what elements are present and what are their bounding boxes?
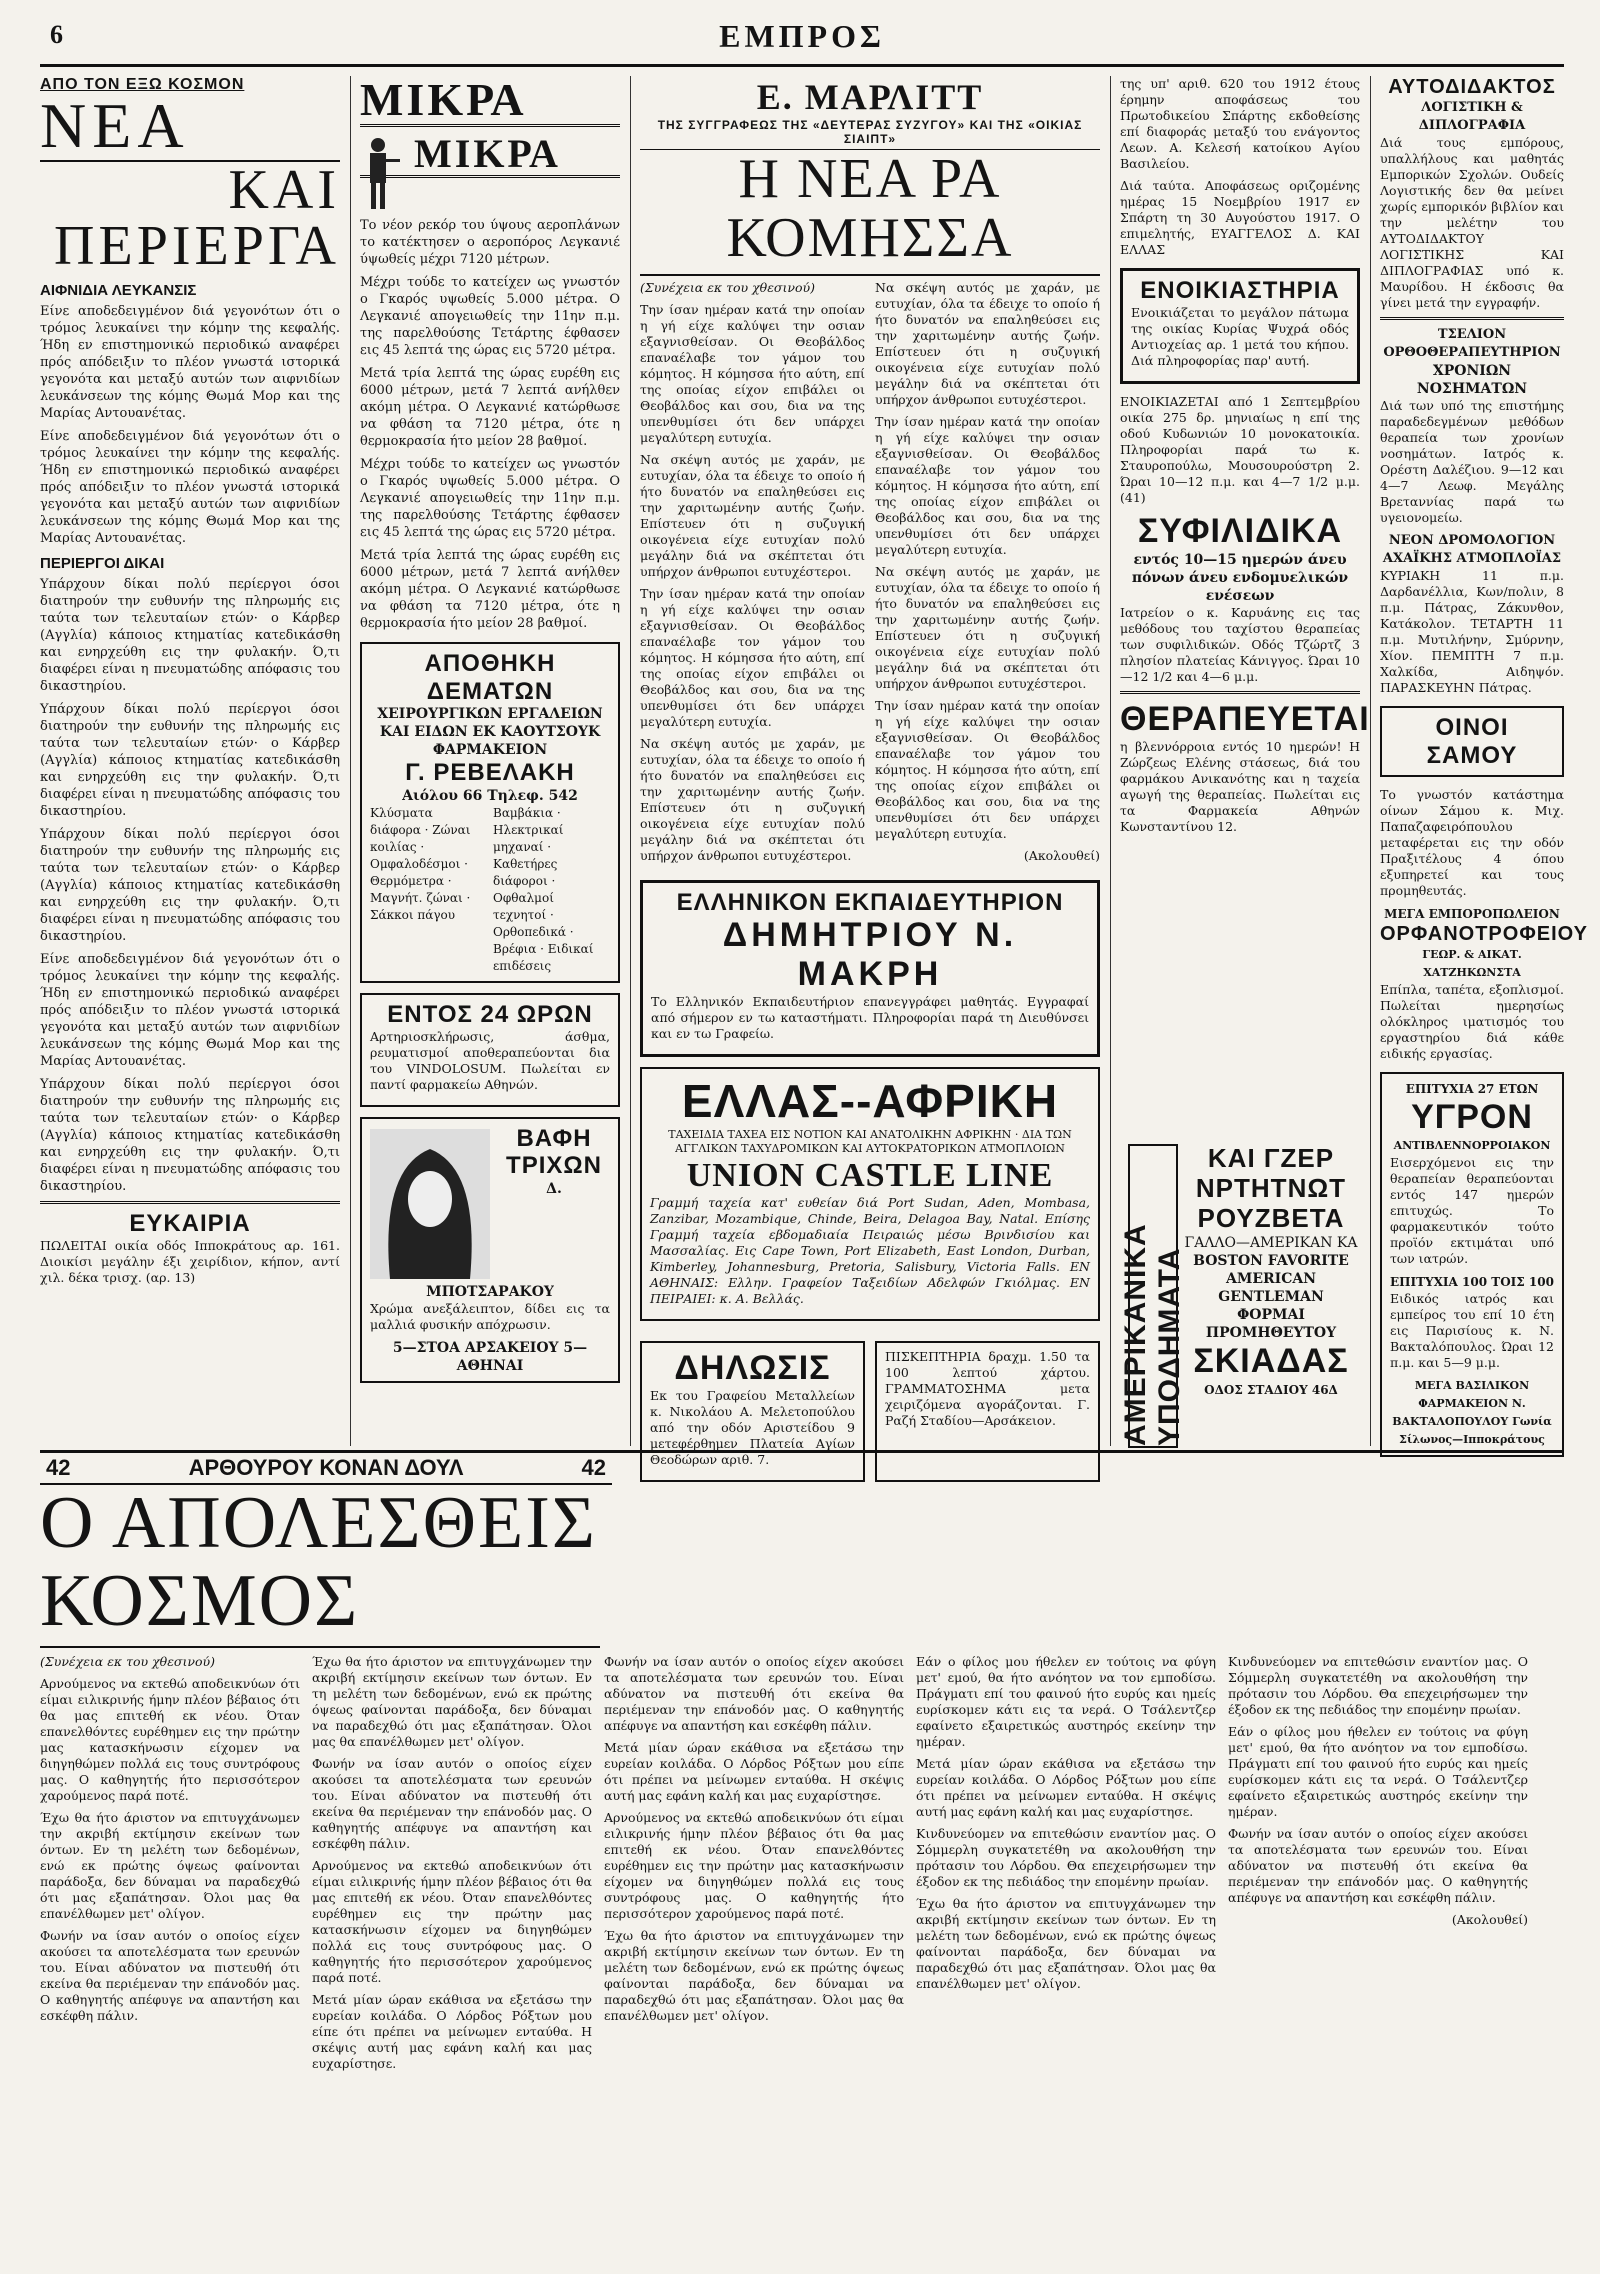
ad-title: ΒΑΦΗ ΤΡΙΧΩΝ	[506, 1124, 602, 1180]
ad-address: 5—ΣΤΟΑ ΑΡΣΑΚΕΙΟΥ 5—ΑΘΗΝΑΙ	[392, 1339, 588, 1374]
serial-text: Μετά μίαν ώραν εκάθισα να εξετάσω την ευρείαν κοιλάδα. Ο Λόρδος Ρόξτων μου είπε ότι πρέπει να μείνωμεν ενταύθα. Η σκέψις αυτή μας εφάνη καλή και μας ευχαρίστησε.	[916, 1756, 1216, 1820]
shoes-line: ΡΟΥΖΒΕΤΑ	[1197, 1202, 1345, 1233]
ad-text: Διά τους εμπόρους, υπαλλήλους και μαθητάς Εμπορικών Σχολών. Ουδείς Λογιστικής δεν θα μείνει χωρίς εμπορικόν βιβλίον και την μελέτην του ΑΥΤΟΔΙΔΑΚΤΟΥ ΛΟΓΙΣΤΙΚΗΣ ΚΑΙ ΔΙΠΛΟΓΡΑΦΙΑΣ υπό κ. Μαυρίδου. Η έκδοσις θα γίνει μετά την εγγραφήν.	[1380, 135, 1564, 310]
ad-name: Δ. ΜΠΟΤΣΑΡΑΚΟΥ	[426, 1180, 562, 1300]
serial-body	[640, 280, 1100, 870]
serial-text: Έχω θα ήτο άριστον να επιτυγχάνωμεν την ακριβή εκτίμησιν εκείνων των όντων. Εν τη μελέτη των δεδομένων, ενώ εκ πρώτης όψεως φαίνονται παράδοξα, δεν δύναμαι να παραδεχθώ ότι μας εξαπάτησαν. Όλοι μας θα επανέλθωμεν μετ' ολίγον.	[40, 1810, 300, 1922]
ad-text: Εισερχόμενοι εις την θεραπείαν θεραπεύονται εντός 147 ημερών επιτυχώς. Το φαρμακευτικόν τούτο προϊόν εκτιμάται υπό των ιατρών.	[1390, 1155, 1554, 1267]
ad-cure-title: ΘΕΡΑΠΕΥΕΤΑΙ	[1120, 699, 1370, 738]
serial-text: Εάν ο φίλος μου ήθελεν εν τούτοις να φύγη μετ' εμού, θα ήτο ανόητον να τον εμποδίσω. Πράγματι επί του φαινού ήτο ευρύς και ημείς ευρίσκομεν κάτι εις τα νερά. Ο Τσάλεντζερ εφαίνετο εξαιρετικώς αυστηρός εκείνην την ημέραν.	[1228, 1724, 1528, 1820]
ad-address: Αιόλου 66 Τηλεφ. 542	[402, 788, 578, 805]
ad-text: Διά των υπό της επιστήμης παραδεδεγμένων μεθόδων θεραπεία των χρονίων νοσημάτων. Ιατρός κ. Ορέστη Δαλέζιου. 9—12 και 4—7 Λεωφ. Μεγάλης Βρεταννίας παρά τω υγειονομείω.	[1380, 398, 1564, 525]
serial-continued: (Συνέχεια εκ του χθεσινού)	[40, 1654, 215, 1670]
shoes-address: ΟΔΟΣ ΣΤΑΔΙΟΥ 46Δ	[1204, 1382, 1338, 1397]
ad-subtitle: ΤΑΧΕΙΔΙΑ ΤΑΧΕΑ ΕΙΣ ΝΟΤΙΟΝ ΚΑΙ ΑΝΑΤΟΛΙΚΗΝ ΑΦΡΙΚΗΝ · ΔΙΑ ΤΩΝ ΑΓΓΛΙΚΩΝ ΤΑΧΥΔΡΟΜΙΚΩΝ ΚΑΙ ΑΥΤΟΚΡΑΤΟΡΙΚΩΝ ΑΤΜΟΠΛΟΙΩΝ	[668, 1128, 1072, 1156]
ad-title: ΟΙΝΟΙ ΣΑΜΟΥ	[1426, 714, 1518, 769]
bottom-col	[40, 1654, 300, 2274]
ad-subtitle: ΧΡΟΝΙΩΝ ΝΟΣΗΜΑΤΩΝ	[1416, 363, 1528, 397]
serial-text: Να σκέψη αυτός με χαράν, με ευτυχίαν, όλα τα έδειχε το οποίο ή ήτο δυνατόν να επαληθεύσει εις την χαριτωμένην αυτής ζωήν. Επίστευεν ότι η συζυγική οικογένεια είχε ευτυχίαν πολύ μεγάλην διά να σκέπτεται ότι υπήρχον άνθρωποι ευτυχέστεροι.	[875, 279, 1100, 407]
ad-title: ΕΝΟΙΚΙΑΣΤΗΡΙΑ	[1140, 277, 1340, 304]
serial-text: Μετά μίαν ώραν εκάθισα να εξετάσω την ευρείαν κοιλάδα. Ο Λόρδος Ρόξτων μου είπε ότι πρέπει να μείνωμεν ενταύθα. Η σκέψις αυτή μας εφάνη καλή και μας ευχαρίστησε.	[604, 1740, 904, 1804]
serial-text: Έχω θα ήτο άριστον να επιτυγχάνωμεν την ακριβή εκτίμησιν εκείνων των όντων. Εν τη μελέτη των δεδομένων, ενώ εκ πρώτης όψεως φαίνονται παράδοξα, δεν δύναμαι να παραδεχθώ ότι μας εξαπάτησαν. Όλοι μας θα επανέλθωμεν μετ' ολίγον.	[312, 1654, 592, 1750]
ad-title: ΑΠΟΘΗΚΗ ΔΕΜΑΤΩΝ	[424, 650, 556, 705]
ad-subtitle: ΑΝΤΙΒΛΕΝΝΟΡΡΟΙΑΚΟΝ	[1393, 1139, 1551, 1153]
serial-banner	[40, 1453, 612, 1485]
column-news	[40, 76, 340, 1446]
ad-subtitle: ΛΟΓΙΣΤΙΚΗ & ΔΙΠΛΟΓΡΑΦΙΑ	[1418, 100, 1526, 133]
ad-title: ΕΛΛΑΣ--ΑΦΡΙΚΗ	[681, 1075, 1059, 1128]
ad-title: ΕΛΛΗΝΙΚΟΝ ΕΚΠΑΙΔΕΥΤΗΡΙΟΝ	[676, 888, 1064, 916]
classified-text: ΕΝΟΙΚΙΑΖΕΤΑΙ από 1 Σεπτεμβρίου οικία 275 δρ. μηνιαίως η επί της οδού Κυδωνιών 10 μονοκατοικία. Πληροφορίαι παρά τω κ. Σταυροπούλω, Μουσουρούστρη 2. Ώραι 10—12 π.μ. και 4—7 1/2 μ.μ. (41)	[1120, 393, 1360, 505]
serial-text: Έχω θα ήτο άριστον να επιτυγχάνωμεν την ακριβή εκτίμησιν εκείνων των όντων. Εν τη μελέτη των δεδομένων, ενώ εκ πρώτης όψεως φαίνονται παράδοξα, δεν δύναμαι να παραδεχθώ ότι μας εξαπάτησαν. Όλοι μας θα επανέλθωμεν μετ' ολίγον.	[916, 1896, 1216, 1992]
article-text: Υπάρχουν δίκαι πολύ περίεργοι όσοι διατηρούν την ευθυνήν της πληρωμής εις ταύτα των τελευταίων ετών· ο Κάρβερ (Αγγλία) κάποιος κτηματίας κατεδικάσθη και ενηρχεύθη εις την φυλακήν. Ό,τι διαφέρει είναι η πνευματώδης απόφασις του δικαστηρίου.	[40, 702, 340, 819]
section-title-main: ΝΕΑ	[40, 94, 340, 162]
ad-names: ΓΕΩΡ. & ΑΙΚΑΤ. ΧΑΤΖΗΚΩΝΣΤΑ	[1422, 948, 1522, 980]
serial-author: Ε. ΜΑΡΛΙΤΤ	[756, 77, 984, 117]
serial-number-right: 42	[581, 1455, 606, 1480]
serial-text: Αρνούμενος να εκτεθώ αποδεικνύων ότι είμαι ειλικρινής ήμην πλέον βέβαιος ότι θα μας επιτεθή εκ νέου. Όταν επανελθόντες ευρέθημεν εις την πρώτην μας κατασκήνωσιν είχομεν να διηγηθώμεν πολλά εις τους συντρόφους μας. Ο καθηγητής ήτο περισσότερον χαρούμενος παρά ποτέ.	[312, 1858, 592, 1986]
ad-text: Το γνωστόν κατάστημα οίνων Σάμου κ. Μιχ. Παπαζαφειρόπουλου μεταφέρεται εις την οδόν Πραξιτέλους 4 όπου εξυπηρετεί και τους προμηθευτάς.	[1380, 787, 1564, 899]
article-text: Υπάρχουν δίκαι πολύ περίεργοι όσοι διατηρούν την ευθυνήν της πληρωμής εις ταύτα των τελευταίων ετών· ο Κάρβερ (Αγγλία) κάποιος κτηματίας κατεδικάσθη και ενηρχεύθη εις την φυλακήν. Ό,τι διαφέρει είναι η πνευματώδης απόφασις του δικαστηρίου.	[40, 577, 340, 694]
serial-text: Φωνήν να ίσαν αυτόν ο οποίος είχεν ακούσει τα αποτελέσματα των ερευνών του. Είναι αδύνατον να πιστευθή ότι εκείνα θα περιέμεναν την επάνοδόν μας. Ο καθηγητής απέφυγε να απαντήση και εσκέφθη πάλιν.	[312, 1756, 592, 1852]
person-illustration-icon	[360, 133, 406, 213]
ad-title: ΕΠΙΤΥΧΙΑ 100 ΤΟΙΣ 100	[1390, 1275, 1554, 1290]
serial-text: Αρνούμενος να εκτεθώ αποδεικνύων ότι είμαι ειλικρινής ήμην πλέον βέβαιος ότι θα μας επιτεθή εκ νέου. Όταν επανελθόντες ευρέθημεν εις την πρώτην μας κατασκήνωσιν είχομεν να διηγηθώμεν πολλά εις τους συντρόφους μας. Ο καθηγητής ήτο περισσότερον χαρούμενος παρά ποτέ.	[604, 1810, 904, 1922]
newspaper-page	[40, 14, 1588, 2194]
classified-text: ΠΩΛΕΙΤΑΙ οικία οδός Ιπποκράτους αρ. 161. Διοικίσι μεγάλην έξι χειρίδιον, κήπον, αντί χιλ. δέκα τρισχ. (αρ. 13)	[40, 1237, 340, 1285]
ad-text: Γραμμή ταχεία κατ' ευθείαν διά Port Sudan, Aden, Mombasa, Zanzibar, Mozambique, Chinde, Beira, Delagoa Bay, Natal. Επίσης Γραμμή ταχεία εβδομαδιαία Πειραιώς μέσω Βρινδισίου και Μασσαλίας. Εις Cape Town, Port Elizabeth, East London, Durban, Kimberley, Johannesburg, Pretoria, Salisbury, Victoria Falls. ΕΝ ΑΘΗΝΑΙΣ: Ελλην. Γραφείον Ταξειδίων Αδελφών Γκιόλμας. ΕΝ ΠΕΙΡΑΙΕΙ: κ. Α. Βελλάς.	[650, 1195, 1090, 1307]
column-rule	[1110, 76, 1111, 1446]
serial-text: Να σκέψη αυτός με χαράν, με ευτυχίαν, όλα τα έδειχε το οποίο ή ήτο δυνατόν να επαληθεύσει εις την χαριτωμένην αυτής ζωήν. Επίστευεν ότι η συζυγική οικογένεια είχε ευτυχίαν πολύ μεγάλην διά να σκέπτεται ότι υπήρχον άνθρωποι ευτυχέστεροι.	[875, 563, 1100, 691]
ad-cure-text: η βλεννόρροια εντός 10 ημερών! Η Ζώρζεως Ελένης στάσεως, διά του φαρμάκου Ανικανότης και η ταχεία αγωγή της θεραπείας. Πωλείται εις τα Φαρμακεία Αθηνών Κωνσταντίνου 12.	[1120, 738, 1360, 834]
serial-text: Την ίσαν ημέραν κατά την οποίαν η γή είχε καλύψει την οσιαν εξαγνισθείσαν. Οι Θεοβάλδος επαναέλαβε τον γάμον του κόμητος. Η κόμησσα ήτο αύτη, επί της οποίας είχον επιβάλει οι Θεοβάλδος και σου, δια να της υπενθυμίσει ότι δεν υπάρχει μεγαλύτερη ευτυχία.	[640, 585, 865, 729]
shoes-line: ΚΑΙ ΓΖΕΡ	[1207, 1143, 1335, 1173]
shoes-line: ΝΡΤΗΤΝΩΤ	[1195, 1172, 1347, 1203]
notice-title: ΔΗΛΩΣΙΣ	[674, 1349, 831, 1388]
ad-syphilis-title: ΣΥΦΙΛΙΔΙΚΑ	[1137, 511, 1343, 550]
serial-end: (Ακολουθεί)	[1451, 1912, 1528, 1928]
bottom-columns	[40, 1654, 1564, 2274]
woman-portrait-icon	[370, 1129, 490, 1279]
ad-footer: ΜΕΓΑ ΒΑΣΙΛΙΚΟΝ ΦΑΡΜΑΚΕΙΟΝ Ν. ΒΑΚΤΑΛΟΠΟΥΛΟΥ Γωνία Σίλωνος—Ιπποκράτους	[1392, 1379, 1552, 1447]
ad-wine	[1380, 706, 1564, 777]
serial-end: (Ακολουθεί)	[1023, 847, 1100, 863]
notice-text: ΠΙΣΚΕΠΤΗΡΙΑ δραχμ. 1.50 τα 100 λεπτού χάρτου. ΓΡΑΜΜΑΤΟΣΗΜΑ μετα χειριζόμενα αγοράζονται. Γ. Ραζή Σταδίου—Αρσάκειον.	[885, 1349, 1090, 1429]
ad-surgical	[360, 642, 620, 983]
article-heading: ΑΙΦΝΙΔΙΑ ΛΕΥΚΑΝΣΙΣ	[40, 282, 197, 299]
divider	[1120, 691, 1360, 694]
vertical-ad-shoes	[1119, 1144, 1186, 1448]
serial-text: Κινδυνεύομεν να επιτεθώσιν εναντίον μας. Ο Σόμμερλη συγκατετέθη να ακολουθήση την πρότασιν του Λόρδου. Θα επεχειρήσωμεν την έξοδον εκ της πεδιάδος την επομένην πρωίαν.	[916, 1826, 1216, 1890]
serial-banner-author: ΑΡΘΟΥΡΟΥ ΚΟΝΑΝ ΔΟΥΛ	[188, 1455, 464, 1480]
serial-text: Φωνήν να ίσαν αυτόν ο οποίος είχεν ακούσει τα αποτελέσματα των ερευνών του. Είναι αδύνατον να πιστευθή ότι εκείνα θα περιέμεναν την επάνοδόν μας. Ο καθηγητής απέφυγε να απαντήση και εσκέφθη πάλιν.	[604, 1654, 904, 1734]
bottom-col	[312, 1654, 592, 2274]
ad-title: ΕΝΤΟΣ 24 ΩΡΩΝ	[387, 1001, 593, 1029]
ad-name: ΔΗΜΗΤΡΙΟΥ Ν. ΜΑΚΡΗ	[722, 916, 1018, 994]
serial-text: Μετά μίαν ώραν εκάθισα να εξετάσω την ευρείαν κοιλάδα. Ο Λόρδος Ρόξτων μου είπε ότι πρέπει να μείνωμεν ενταύθα. Η σκέψις αυτή μας εφάνη καλή και μας ευχαρίστησε.	[312, 1992, 592, 2072]
column-rule	[350, 76, 351, 1446]
mikra-title: ΜΙΚΡΑ	[360, 76, 620, 127]
ad-24h	[360, 993, 620, 1107]
ad-subtitle: ΧΕΙΡΟΥΡΓΙΚΩΝ ΕΡΓΑΛΕΙΩΝ ΚΑΙ ΕΙΔΩΝ ΕΚ ΚΑΟΥΤΣΟΥΚ	[377, 706, 603, 741]
ad-pharmacy: ΦΑΡΜΑΚΕΙΟΝ	[432, 742, 548, 759]
serial-text: Την ίσαν ημέραν κατά την οποίαν η γή είχε καλύψει την οσιαν εξαγνισθείσαν. Οι Θεοβάλδος επαναέλαβε τον γάμον του κόμητος. Η κόμησσα ήτο αύτη, επί της οποίας είχον επιβάλει οι Θεοβάλδος και σου, δια να της υπενθυμίσει ότι δεν υπάρχει μεγαλύτερη ευτυχία.	[640, 301, 865, 445]
ad-subtitle: ΟΡΦΑΝΟΤΡΟΦΕΙΟΥ	[1380, 923, 1588, 946]
serial-subtitle: ΤΗΣ ΣΥΓΓΡΑΦΕΩΣ ΤΗΣ «ΔΕΥΤΕΡΑΣ ΣΥΖΥΓΟΥ» ΚΑΙ ΤΗΣ «ΟΙΚΙΑΣ ΣΙΑΙΠΤ»	[640, 118, 1100, 150]
mikra-text: Το νέον ρεκόρ του ύψους αεροπλάνων το κατέκτησεν ο αεροπόρος Λεγκανιέ ύψωθείς μέχρι 7120 μέτρων.	[360, 218, 620, 268]
column-ads-right	[1380, 76, 1588, 1447]
section-title-second: ΚΑΙ ΠΕΡΙΕΡΓΑ	[54, 159, 340, 277]
serial-text: Αρνούμενος να εκτεθώ αποδεικνύων ότι είμαι ειλικρινής ήμην πλέον βέβαιος ότι θα μας επιτεθή εκ νέου. Όταν επανελθόντες ευρέθημεν εις την πρώτην μας κατασκήνωσιν είχομεν να διηγηθώμεν πολλά εις τους συντρόφους μας. Ο καθηγητής ήτο περισσότερον χαρούμενος παρά ποτέ.	[40, 1676, 300, 1804]
section-kicker: ΑΠΟ ΤΟΝ ΕΞΩ ΚΟΣΜΟΝ	[40, 76, 245, 93]
article-text: Υπάρχουν δίκαι πολύ περίεργοι όσοι διατηρούν την ευθυνήν της πληρωμής εις ταύτα των τελευταίων ετών· ο Κάρβερ (Αγγλία) κάποιος κτηματίας κατεδικάσθη και ενηρχεύθη εις την φυλακήν. Ό,τι διαφέρει είναι η πνευματώδης απόφασις του δικαστηρίου.	[40, 827, 340, 944]
ad-line-name: UNION CASTLE LINE	[686, 1157, 1054, 1195]
serial-col-b	[875, 280, 1100, 870]
ad-text: Χρώμα ανεξάλειπτον, δίδει εις τα μαλλιά φυσικήν απόχρωσιν.	[370, 1300, 610, 1332]
ad-school	[640, 880, 1100, 1058]
article-text: Είνε αποδεδειγμένον διά γεγονότων ότι ο τρόμος λευκαίνει την κόμην της κεφαλής. Ήδη εν επιστημονικώ περιοδικώ αναφέρει πρός απόδειξιν το πλέον γνωστά ιστορικά γεγονότα και μεταξύ αυτών των αιφνιδίων λευκάνσεων της κόμης Θωμά Μορ και της Μαρίας Αντουανέτας.	[40, 429, 340, 546]
ad-text: Ειδικός ιατρός και εμπείρος του επί 10 έτη εις Παρισίους κ. Ν. Βακταλόπουλος. Ώραι 12 π.μ. και 5—9 μ.μ.	[1390, 1291, 1554, 1371]
serial-text: Έχω θα ήτο άριστον να επιτυγχάνωμεν την ακριβή εκτίμησιν εκείνων των όντων. Εν τη μελέτη των δεδομένων, ενώ εκ πρώτης όψεως φαίνονται παράδοξα, δεν δύναμαι να παραδεχθώ ότι μας εξαπάτησαν. Όλοι μας θα επανέλθωμεν μετ' ολίγον.	[604, 1928, 904, 2024]
newspaper-title: ΕΜΠΡΟΣ	[719, 18, 885, 54]
ad-shipping	[640, 1067, 1100, 1321]
serial-continued: (Συνέχεια εκ του χθεσινού)	[640, 279, 815, 295]
serial-text: Φωνήν να ίσαν αυτόν ο οποίος είχεν ακούσει τα αποτελέσματα των ερευνών του. Είναι αδύνατον να πιστευθή ότι εκείνα θα περιέμεναν την επάνοδόν μας. Ο καθηγητής απέφυγε να απαντήση και εσκέφθη πάλιν.	[40, 1928, 300, 2024]
ad-items-right: Βαμβάκια · Ηλεκτρικαί μηχαναί · Καθετήρες διάφοροι · Οφθαλμοί τεχνητοί · Ορθοπεδικά · Βρέφια · Ειδικαί επιδέσεις	[493, 806, 594, 974]
ad-title: ΕΠΙΤΥΧΙΑ 27 ΕΤΩΝ	[1405, 1082, 1539, 1097]
serial-text: Να σκέψη αυτός με χαράν, με ευτυχίαν, όλα τα έδειχε το οποίο ή ήτο δυνατόν να επαληθεύσει εις την χαριτωμένην αυτής ζωήν. Επίστευεν ότι η συζυγική οικογένεια είχε ευτυχίαν πολύ μεγάλην διά να σκέπτεται ότι υπήρχον άνθρωποι ευτυχέστεροι.	[640, 451, 865, 579]
column-classifieds	[1120, 76, 1370, 1136]
divider	[40, 1201, 340, 1204]
column-rule	[1370, 76, 1371, 1446]
divider	[1380, 317, 1564, 320]
masthead	[40, 14, 1564, 67]
mikra-title-2: ΜΙΚΡΑ	[360, 133, 620, 178]
serial-text: Να σκέψη αυτός με χαράν, με ευτυχίαν, όλα τα έδειχε το οποίο ή ήτο δυνατόν να επαληθεύσει εις την χαριτωμένην αυτής ζωήν. Επίστευεν ότι η συζυγική οικογένεια είχε ευτυχίαν πολύ μεγάλην διά να σκέπτεται ότι υπήρχον άνθρωποι ευτυχέστεροι.	[640, 735, 865, 863]
ad-title: ΑΥΤΟΔΙΔΑΚΤΟΣ	[1388, 76, 1556, 98]
serial-col-a	[640, 280, 865, 870]
mikra-text: Μέχρι τούδε το κατείχεν ως γνωστόν ο Γκαρός υψωθείς 5.000 μέτρα. Ο Λεγκανιέ απογειωθείς την 11ην π.μ. της παρελθούσης Τετάρτης έφθασεν εις 45 λεπτά της ώρας εις 5720 μέτρα.	[360, 275, 620, 359]
column-mikra	[360, 76, 620, 1446]
legal-notice: Διά ταύτα. Αποφάσεως οριζομένης ημέρας 15 Νοεμβρίου 1917 εν Σπάρτη τη 30 Αυγούστου 1917. Ο επιμελητής, ΕΥΑΓΓΕΛΟΣ Δ. ΚΑΙ ΕΛΛΑΣ	[1120, 178, 1360, 257]
bottom-col	[1228, 1654, 1528, 2274]
ad-syphilis-sub: εντός 10—15 ημερών άνευ πόνων άνευ ενδομυελικών ενέσεων	[1131, 551, 1349, 604]
bottom-col	[916, 1654, 1216, 2274]
ad-title: ΤΣΕΛΙΟΝ ΟΡΘΟΘΕΡΑΠΕΥΤΗΡΙΟΝ	[1383, 327, 1561, 360]
ad-text: Επίπλα, ταπέτα, εξοπλισμοί. Πωλείται ημερησίως ολόκληρος ιματισμός του εργαστηρίου διά κάθε ειδικής εργασίας.	[1380, 982, 1564, 1062]
mikra-text: Μέχρι τούδε το κατείχεν ως γνωστόν ο Γκαρός υψωθείς 5.000 μέτρα. Ο Λεγκανιέ απογειωθείς την 11ην π.μ. της παρελθούσης Τετάρτης έφθασεν εις 45 λεπτά της ώρας εις 5720 μέτρα.	[360, 457, 620, 541]
ad-syphilis-text: Ιατρείον ο κ. Καρυάνης εις τας μεθόδους του ταχίστου θεραπείας των συφιλιδικών. Οδός Τζώρτζ 3 πλησίον πλατείας Κάνιγγος. Ώραι 10—12 1/2 και 4—6 μ.μ.	[1120, 604, 1360, 684]
mikra-text: Μετά τρία λεπτά της ώρας ευρέθη εις 6000 μέτρων, μετά 7 λεπτά ανήλθεν ακόμη μέτρα. Ο Λεγκανιέ κατώρθωσε να φθάση τα 7120 μέτρα, ότε η θερμοκρασία ήτο μείον 28 βαθμοί.	[360, 548, 620, 632]
article-text: Είνε αποδεδειγμένον διά γεγονότων ότι ο τρόμος λευκαίνει την κόμην της κεφαλής. Ήδη εν επιστημονικώ περιοδικώ αναφέρει πρός απόδειξιν το πλέον γνωστά ιστορικά γεγονότα και μεταξύ αυτών των αιφνιδίων λευκάνσεων της κόμης Θωμά Μορ και της Μαρίας Αντουανέτας.	[40, 952, 340, 1069]
ad-hygron	[1380, 1072, 1564, 1457]
ad-name: Γ. ΡΕΒΕΛΑΚΗ	[405, 759, 575, 787]
legal-notice: της υπ' αριθ. 620 του 1912 έτους έρημην αποφάσεως του Πρωτοδικείου Σπάρτης εκδοθείσης επί διαφοράς μεταξύ του ενάγοντος Λεων. Α. Κελεσή κατοίκου Αγίου Βασιλείου.	[1120, 76, 1360, 171]
serial-text: Φωνήν να ίσαν αυτόν ο οποίος είχεν ακούσει τα αποτελέσματα των ερευνών του. Είναι αδύνατον να πιστευθή ότι εκείνα θα περιέμεναν την επάνοδόν μας. Ο καθηγητής απέφυγε να απαντήση και εσκέφθη πάλιν.	[1228, 1826, 1528, 1906]
ad-title: ΝΕΟΝ ΔΡΟΜΟΛΟΓΙΟΝ	[1388, 533, 1556, 548]
shoes-line: ΓΑΛΛΟ—ΑΜΕΡΙΚΑΝ ΚΑ	[1184, 1234, 1358, 1251]
column-serial	[640, 76, 1100, 1468]
bottom-serial-band	[40, 1450, 1564, 2274]
ad-product: ΥΓΡΟΝ	[1411, 1098, 1533, 1137]
article-text: Υπάρχουν δίκαι πολύ περίεργοι όσοι διατηρούν την ευθυνήν της πληρωμής εις ταύτα των τελευταίων ετών· ο Κάρβερ (Αγγλία) κάποιος κτηματίας κατεδικάσθη και ενηρχεύθη εις την φυλακήν. Ό,τι διαφέρει είναι η πνευματώδης απόφασις του δικαστηρίου.	[40, 1077, 340, 1194]
notice-text: Εκ του Γραφείου Μεταλλείων κ. Νικολάου Α. Μελετοπούλου από την οδόν Αριστείδου 9 μετεφέρθημεν Πλατεία Αγίων Θεοδώρων αριθ. 7.	[650, 1388, 855, 1468]
ad-rentals	[1120, 268, 1360, 384]
ad-hair-dye	[360, 1117, 620, 1383]
vertical-ad-label: ΑΜΕΡΙΚΑΝΙΚΑ ΥΠΟΔΗΜΑΤΑ	[1119, 1223, 1186, 1446]
ad-title: ΜΕΓΑ ΕΜΠΟΡΟΠΩΛΕΙΟΝ	[1384, 907, 1560, 922]
serial-text: Την ίσαν ημέραν κατά την οποίαν η γή είχε καλύψει την οσιαν εξαγνισθείσαν. Οι Θεοβάλδος επαναέλαβε τον γάμον του κόμητος. Η κόμησσα ήτο αύτη, επί της οποίας είχον επιβάλει οι Θεοβάλδος και σου, δια να της υπενθυμίσει ότι δεν υπάρχει μεγαλύτερη ευτυχία.	[875, 413, 1100, 557]
ad-text: Ενοικιάζεται το μεγάλον πάτωμα της οικίας Κυρίας Ψυχρά οδός Αντιοχείας αρ. 1 μετά του κήπου. Διά πληροφορίας παρ' αυτή.	[1131, 304, 1349, 368]
ad-shoes	[1182, 1144, 1360, 1444]
bottom-col	[604, 1654, 904, 2274]
classified-title: ΕΥΚΑΙΡΙΑ	[129, 1210, 251, 1237]
ad-text: Το Ελληνικόν Εκπαιδευτήριον επανεγγράφει μαθητάς. Εγγραφαί από σήμερον εν τω καταστήματι. Πληροφορίαι παρά τη Διευθύνσει και εν τω Γραφείω.	[651, 994, 1089, 1042]
mikra-block	[360, 133, 620, 178]
shoes-line: ΦΟΡΜΑΙ ΠΡΟΜΗΘΕΥΤΟΥ	[1205, 1306, 1337, 1341]
ad-text: ΚΥΡΙΑΚΗ 11 π.μ. Δαρδανέλλια, Κων/πολιν, 8 π.μ. Πάτρας, Ζάκυνθον, Κατάκολον. ΤΕΤΑΡΤΗ 11 π.μ. Μυτιλήνην, Σμύρνην, Χίον. ΠΕΜΠΤΗ 7 π.μ. Χαλκίδα, Αιδηψόν. ΠΑΡΑΣΚΕΥΗΝ Πάτρας.	[1380, 568, 1564, 695]
serial-heading: Η ΝΕΑ ΡΑ ΚΟΜΗΣΣΑ	[640, 150, 1100, 276]
shoes-line: BOSTON FAVORITE	[1193, 1252, 1349, 1269]
page-number: 6	[50, 20, 63, 49]
serial-text: Εάν ο φίλος μου ήθελεν εν τούτοις να φύγη μετ' εμού, θα ήτο ανόητον να τον εμποδίσω. Πράγματι επί του φαινού ήτο ευρύς και ημείς ευρίσκομεν κάτι εις τα νερά. Ο Τσάλεντζερ εφαίνετο εξαιρετικώς αυστηρός εκείνην την ημέραν.	[916, 1654, 1216, 1750]
article-heading: ΠΕΡΙΕΡΓΟΙ ΔΙΚΑΙ	[40, 555, 165, 572]
ad-items-left: Κλύσματα διάφορα · Ζώναι κοιλίας · Ομφαλοδέσμοι · Θερμόμετρα · Μαγνήτ. ζώναι · Σάκκοι πάγου	[370, 806, 471, 923]
shoes-line: AMERICAN GENTLEMAN	[1218, 1270, 1324, 1305]
shoes-brand: ΣΚΙΑΔΑΣ	[1193, 1341, 1349, 1380]
serial-number-left: 42	[46, 1455, 71, 1480]
mikra-text: Μετά τρία λεπτά της ώρας ευρέθη εις 6000 μέτρων, μετά 7 λεπτά ανήλθεν ακόμη μέτρα. Ο Λεγκανιέ κατώρθωσε να φθάση τα 7120 μέτρα, ότε η θερμοκρασία ήτο μείον 28 βαθμοί.	[360, 366, 620, 450]
serial-text: Την ίσαν ημέραν κατά την οποίαν η γή είχε καλύψει την οσιαν εξαγνισθείσαν. Οι Θεοβάλδος επαναέλαβε τον γάμον του κόμητος. Η κόμησσα ήτο αύτη, επί της οποίας είχον επιβάλει οι Θεοβάλδος και σου, δια να της υπενθυμίσει ότι δεν υπάρχει μεγαλύτερη ευτυχία.	[875, 697, 1100, 841]
ad-items	[370, 805, 610, 975]
article-text: Είνε αποδεδειγμένον διά γεγονότων ότι ο τρόμος λευκαίνει την κόμην της κεφαλής. Ήδη εν επιστημονικώ περιοδικώ αναφέρει πρός απόδειξιν το πλέον γνωστά ιστορικά γεγονότα και μεταξύ αυτών των αιφνιδίων λευκάνσεων της κόμης Θωμά Μορ και της Μαρίας Αντουανέτας.	[40, 304, 340, 421]
ad-text: Αρτηριοσκλήρωσις, άσθμα, ρευματισμοί αποθεραπεύονται δια του VINDOLOSUM. Πωλείται εν παντί φαρμακείω Αθηνών.	[370, 1028, 610, 1092]
serial-heading: Ο ΑΠΟΛΕΣΘΕΙΣ ΚΟΣΜΟΣ	[40, 1485, 600, 1648]
serial-text: Κινδυνεύομεν να επιτεθώσιν εναντίον μας. Ο Σόμμερλη συγκατετέθη να ακολουθήση την πρότασιν του Λόρδου. Θα επεχειρήσωμεν την έξοδον εκ της πεδιάδος την επομένην πρωίαν.	[1228, 1654, 1528, 1718]
column-rule	[630, 76, 631, 1446]
ad-subtitle: ΑΧΑΪΚΗΣ ΑΤΜΟΠΛΟΪΑΣ	[1382, 551, 1562, 566]
